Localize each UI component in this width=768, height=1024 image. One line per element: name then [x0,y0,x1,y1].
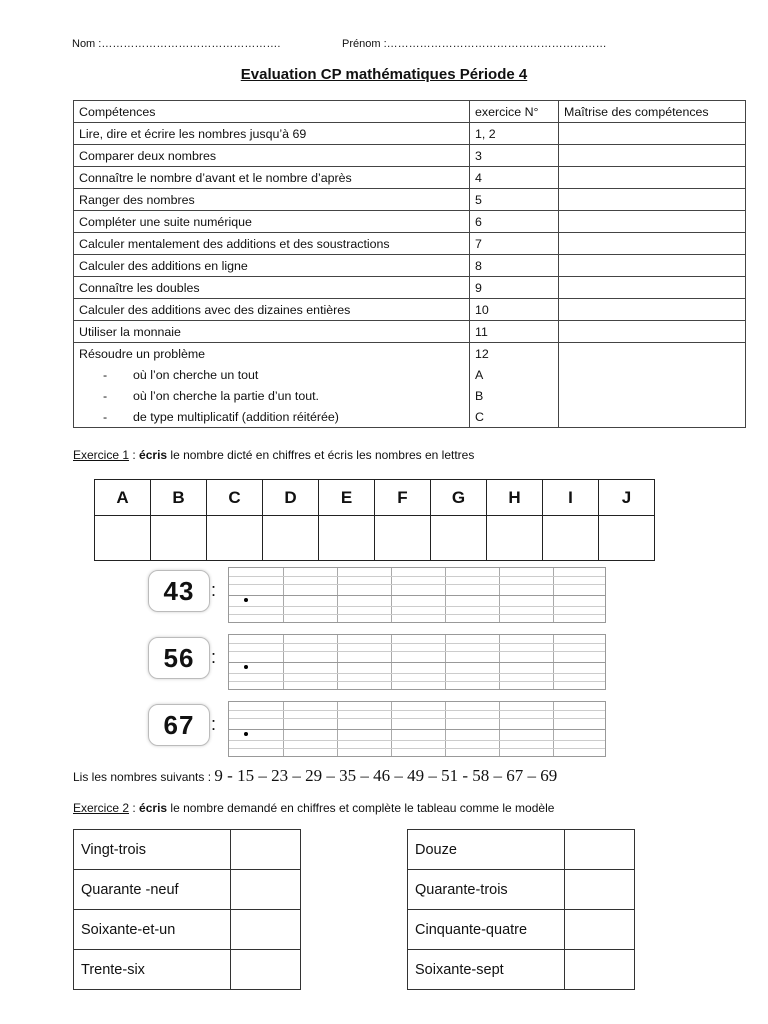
exercice1-text: le nombre dicté en chiffres et écris les nombres en lettres [167,448,475,462]
competence-label: Lire, dire et écrire les nombres jusqu’à 69 [74,123,470,145]
letter-answer-cell[interactable] [95,516,151,561]
start-dot [244,732,248,736]
sub-competence-label [74,364,470,385]
letter-header: F [375,480,431,516]
exercice-number: 1, 2 [470,123,559,145]
table-row [74,189,746,211]
exercice-letter: A [470,364,559,385]
sub-label: où l’on cherche un tout [133,367,259,382]
letter-header: A [95,480,151,516]
competence-label: Résoudre un problème [74,343,470,365]
exercice-letter: C [470,406,559,428]
letter-answer-cell[interactable] [207,516,263,561]
grid-hline [229,595,605,596]
dash: - [103,367,108,382]
answer-cell[interactable] [565,950,635,990]
table-row [408,950,635,990]
letter-header: J [599,480,655,516]
letter-header: G [431,480,487,516]
lis-label: Lis les nombres suivants : [73,770,215,784]
table-row [74,950,301,990]
number-box: 67 [148,704,210,746]
letter-header: D [263,480,319,516]
number-word: Quarante -neuf [74,870,231,910]
grid-hline [229,584,605,585]
start-dot [244,665,248,669]
grid-hline [229,606,605,607]
letter-answer-cell[interactable] [431,516,487,561]
exercice-number: 8 [470,255,559,277]
competence-label: Connaître les doubles [74,277,470,299]
table-row [74,910,301,950]
letter-answer-cell[interactable] [151,516,207,561]
writing-grid[interactable] [228,701,606,757]
table-row [74,211,746,233]
exercice2-right-table [407,829,635,990]
answer-cell[interactable] [565,910,635,950]
grid-hline [229,748,605,749]
answer-cell[interactable] [565,830,635,870]
table-row [74,167,746,189]
maitrise-cell[interactable] [559,211,746,233]
number-word: Soixante-et-un [74,910,231,950]
sub-competence-label [74,406,470,428]
colon: : [211,647,217,667]
maitrise-cell[interactable] [559,385,746,406]
letter-header: H [487,480,543,516]
exercice2-left-table [73,829,301,990]
table-row [74,321,746,343]
exercice1-instruction [73,448,474,462]
colon: : [211,580,217,600]
maitrise-cell[interactable] [559,233,746,255]
table-row [74,145,746,167]
page-title: Evaluation CP mathématiques Période 4 [240,66,528,83]
nom-field: Nom :…………………………………………. [72,38,281,50]
competence-label: Calculer des additions avec des dizaines entières [74,299,470,321]
number-word: Trente-six [74,950,231,990]
number-word: Vingt-trois [74,830,231,870]
competence-label: Calculer mentalement des additions et des soustractions [74,233,470,255]
answer-cell[interactable] [565,870,635,910]
competence-label: Calculer des additions en ligne [74,255,470,277]
exercice-number: 11 [470,321,559,343]
letter-answer-cell[interactable] [319,516,375,561]
table-sub-row [74,385,746,406]
table-row [408,870,635,910]
grid-hline [229,710,605,711]
grid-hline [229,614,605,615]
writing-grid[interactable] [228,634,606,690]
letter-answer-cell[interactable] [487,516,543,561]
table-sub-row [74,406,746,428]
table-row [74,255,746,277]
exercice-number: 4 [470,167,559,189]
lis-les-nombres [73,766,557,786]
exercice-number: 6 [470,211,559,233]
answer-cell[interactable] [231,950,301,990]
exercice2-verb: écris [139,801,168,815]
letter-header: E [319,480,375,516]
sub-label: où l’on cherche la partie d’un tout. [133,388,319,403]
header-competences: Compétences [74,101,470,123]
table-header-row [74,101,746,123]
exercice-letter: B [470,385,559,406]
letter-answer-cell[interactable] [375,516,431,561]
grid-hline [229,718,605,719]
exercice2-label: Exercice 2 [73,801,130,815]
answer-cell[interactable] [231,910,301,950]
grid-hline [229,651,605,652]
number-box: 43 [148,570,210,612]
exercice2-text: le nombre demandé en chiffres et complète le tableau comme le modèle [167,801,555,815]
table-row [74,870,301,910]
letter-header: B [151,480,207,516]
exercice2-instruction [73,801,554,815]
table-row [408,830,635,870]
maitrise-cell[interactable] [559,343,746,365]
table-row [408,910,635,950]
maitrise-cell[interactable] [559,255,746,277]
table-row [74,343,746,365]
letter-header: C [207,480,263,516]
header-maitrise: Maîtrise des compétences [559,101,746,123]
exercice-number: 9 [470,277,559,299]
table-row [74,830,301,870]
competence-label: Ranger des nombres [74,189,470,211]
exercice2-sep: : [129,801,140,815]
colon: : [211,714,217,734]
exercice-number: 12 [470,343,559,365]
grid-hline [229,729,605,730]
sub-label: de type multiplicatif (addition réitérée) [133,409,339,424]
letter-answer-cell[interactable] [543,516,599,561]
answer-cell[interactable] [231,870,301,910]
competence-label: Connaître le nombre d’avant et le nombre d’après [74,167,470,189]
table-row [74,299,746,321]
maitrise-cell[interactable] [559,167,746,189]
competence-label: Comparer deux nombres [74,145,470,167]
table-sub-row [74,364,746,385]
maitrise-cell[interactable] [559,364,746,385]
maitrise-cell[interactable] [559,321,746,343]
letter-header: I [543,480,599,516]
competence-label: Utiliser la monnaie [74,321,470,343]
table-row [74,233,746,255]
table-row [74,123,746,145]
competence-label: Compléter une suite numérique [74,211,470,233]
grid-hline [229,673,605,674]
number-box: 56 [148,637,210,679]
letter-answer-cell[interactable] [263,516,319,561]
competences-table [73,100,746,428]
writing-grid[interactable] [228,567,606,623]
grid-hline [229,643,605,644]
maitrise-cell[interactable] [559,406,746,428]
exercice1-sep: : [129,448,140,462]
number-word: Quarante-trois [408,870,565,910]
maitrise-cell[interactable] [559,189,746,211]
maitrise-cell[interactable] [559,145,746,167]
answer-cell[interactable] [231,830,301,870]
grid-hline [229,681,605,682]
exercice-number: 7 [470,233,559,255]
grid-hline [229,662,605,663]
dash: - [103,409,108,424]
grid-hline [229,740,605,741]
start-dot [244,598,248,602]
exercice-number: 3 [470,145,559,167]
maitrise-cell[interactable] [559,123,746,145]
maitrise-cell[interactable] [559,277,746,299]
number-word: Soixante-sept [408,950,565,990]
grid-hline [229,576,605,577]
exercice1-verb: écris [139,448,168,462]
maitrise-cell[interactable] [559,299,746,321]
dash: - [103,388,108,403]
lis-sequence: 9 - 15 – 23 – 29 – 35 – 46 – 49 – 51 - 58 – 67 – 69 [214,766,558,785]
header-exercice: exercice N° [470,101,559,123]
exercice1-label: Exercice 1 [73,448,130,462]
table-row [74,277,746,299]
number-word: Cinquante-quatre [408,910,565,950]
letter-answer-cell[interactable] [599,516,655,561]
number-word: Douze [408,830,565,870]
exercice-number: 5 [470,189,559,211]
letters-table [94,479,655,561]
prenom-field: Prénom :…………………………………………………… [342,38,607,50]
exercice-number: 10 [470,299,559,321]
sub-competence-label [74,385,470,406]
